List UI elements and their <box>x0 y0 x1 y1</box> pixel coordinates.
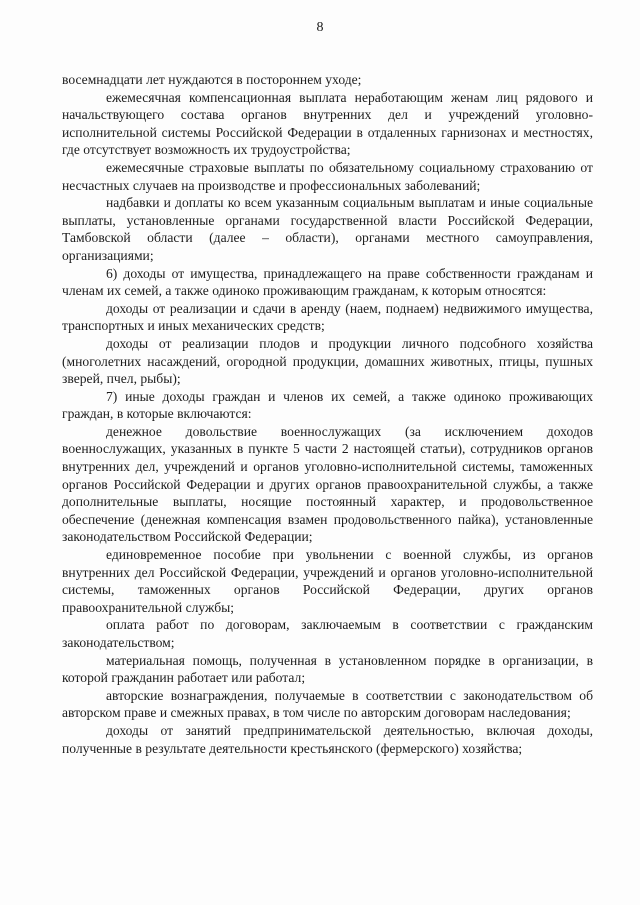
paragraph: единовременное пособие при увольнении с военной службы, из органов внутренних дел Российской Федерации, учреждений и органов уголовно-исполнительной системы, таможенных органов Российской Федерации, других органов правоохранительной службы; <box>62 547 593 615</box>
paragraph: ежемесячные страховые выплаты по обязательному социальному страхованию от несчастных случаев на производстве и профессиональных заболеваний; <box>62 159 593 193</box>
paragraph: доходы от занятий предпринимательской деятельностью, включая доходы, полученные в результате деятельности крестьянского (фермерского) хозяйства; <box>62 722 593 756</box>
paragraph: денежное довольствие военнослужащих (за исключением доходов военнослужащих, указанных в пункте 5 части 2 настоящей статьи), сотрудников органов внутренних дел, учреждений и органов уголовно-исполнительной системы, таможенных органов Российской Федерации и других органов правоохранительной службы, а также дополнительные выплаты, носящие постоянный характер, и продовольственное обеспечение (денежная компенсация взамен продовольственного пайка), установленные законодательством Российской Федерации; <box>62 423 593 545</box>
document-body <box>62 71 593 757</box>
paragraph: материальная помощь, полученная в установленном порядке в организации, в которой гражданин работает или работал; <box>62 652 593 686</box>
paragraph: авторские вознаграждения, получаемые в соответствии с законодательством об авторском праве и смежных правах, в том числе по авторским договорам наследования; <box>62 687 593 721</box>
page-number: 8 <box>316 20 324 35</box>
paragraph: доходы от реализации плодов и продукции личного подсобного хозяйства (многолетних насаждений, огородной продукции, домашних животных, птицы, пушных зверей, пчел, рыбы); <box>62 335 593 387</box>
paragraph: надбавки и доплаты ко всем указанным социальным выплатам и иные социальные выплаты, установленные органами государственной власти Российской Федерации, Тамбовской области (далее – области), органами местного самоуправления, организациями; <box>62 195 593 263</box>
paragraph: оплата работ по договорам, заключаемым в соответствии с гражданским законодательством; <box>62 617 593 650</box>
paragraph: 6) доходы от имущества, принадлежащего на праве собственности гражданам и членам их семей, а также одиноко проживающим гражданам, к которым относятся: <box>62 265 593 299</box>
paragraph: доходы от реализации и сдачи в аренду (наем, поднаем) недвижимого имущества, транспортных и иных механических средств; <box>62 300 593 334</box>
paragraph: ежемесячная компенсационная выплата неработающим женам лиц рядового и начальствующего состава органов внутренних дел и учреждений уголовно-исполнительной системы Российской Федерации в отдаленных гарнизонах и местностях, где отсутствует возможность их трудоустройства; <box>62 89 593 158</box>
paragraph: восемнадцати лет нуждаются в постороннем уходе; <box>62 72 362 87</box>
paragraph: 7) иные доходы граждан и членов их семей, а также одиноко проживающих граждан, в которые включаются: <box>62 388 593 422</box>
